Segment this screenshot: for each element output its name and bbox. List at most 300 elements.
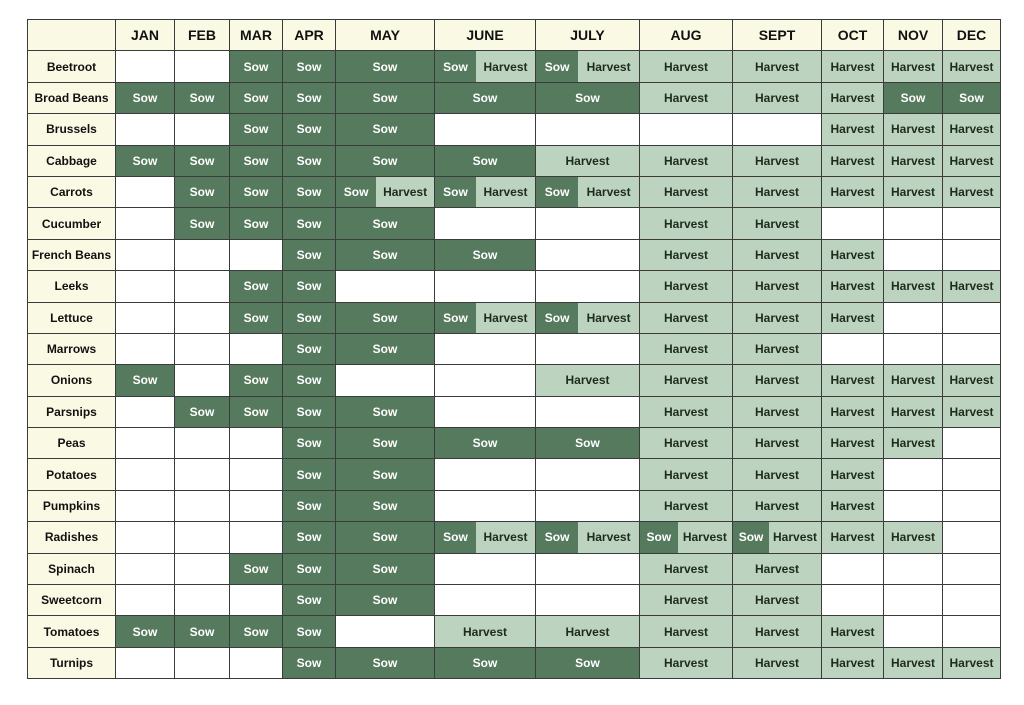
month-header-row — [28, 20, 1001, 51]
harvest-cell: Harvest — [733, 490, 822, 521]
sow-cell: Sow — [283, 585, 336, 616]
harvest-cell: Harvest — [822, 51, 884, 82]
table-row — [28, 522, 1001, 553]
empty-cell — [943, 522, 1001, 553]
table-row — [28, 82, 1001, 113]
sow-cell: Sow — [283, 616, 336, 647]
sow-cell: Sow — [336, 302, 435, 333]
sow-cell: Sow — [336, 553, 435, 584]
empty-cell — [116, 585, 175, 616]
empty-cell — [175, 553, 230, 584]
empty-cell — [884, 585, 943, 616]
harvest-cell: Harvest — [640, 302, 733, 333]
harvest-cell: Harvest — [733, 51, 822, 82]
harvest-cell: Harvest — [733, 208, 822, 239]
sow-cell: Sow — [435, 428, 536, 459]
harvest-cell: Harvest — [884, 522, 943, 553]
empty-cell — [116, 114, 175, 145]
sow-part: Sow — [733, 522, 769, 552]
table-row — [28, 490, 1001, 521]
empty-cell — [336, 271, 435, 302]
harvest-part: Harvest — [578, 177, 639, 207]
harvest-part: Harvest — [376, 177, 434, 207]
empty-cell — [336, 365, 435, 396]
empty-cell — [230, 585, 283, 616]
empty-cell — [230, 522, 283, 553]
month-header: MAR — [230, 20, 283, 51]
sow-cell: Sow — [336, 428, 435, 459]
vegetable-name: Onions — [28, 365, 116, 396]
sow-cell: Sow — [336, 239, 435, 270]
empty-cell — [884, 208, 943, 239]
harvest-cell: Harvest — [733, 459, 822, 490]
sow-cell: Sow — [283, 176, 336, 207]
harvest-cell: Harvest — [640, 428, 733, 459]
calendar-body — [28, 51, 1001, 679]
sow-cell: Sow — [230, 616, 283, 647]
harvest-cell: Harvest — [640, 647, 733, 678]
sow-part: Sow — [640, 522, 678, 552]
harvest-cell: Harvest — [733, 239, 822, 270]
sow-cell: Sow — [175, 396, 230, 427]
sow-cell: Sow — [283, 365, 336, 396]
month-header: SEPT — [733, 20, 822, 51]
harvest-cell: Harvest — [822, 428, 884, 459]
sow-part: Sow — [536, 303, 578, 333]
harvest-cell: Harvest — [536, 365, 640, 396]
sow-cell: Sow — [283, 208, 336, 239]
harvest-cell: Harvest — [943, 51, 1001, 82]
sow-cell: Sow — [283, 51, 336, 82]
vegetable-name: Sweetcorn — [28, 585, 116, 616]
sow-cell: Sow — [336, 208, 435, 239]
harvest-cell: Harvest — [733, 82, 822, 113]
sow-cell: Sow — [283, 459, 336, 490]
harvest-cell: Harvest — [822, 522, 884, 553]
empty-cell — [884, 333, 943, 364]
sow-cell: Sow — [116, 365, 175, 396]
empty-cell — [116, 396, 175, 427]
empty-cell — [230, 459, 283, 490]
harvest-cell: Harvest — [733, 585, 822, 616]
sow-cell: Sow — [336, 490, 435, 521]
planting-calendar — [27, 19, 1001, 679]
empty-cell — [733, 114, 822, 145]
table-row — [28, 51, 1001, 82]
empty-cell — [943, 302, 1001, 333]
sow-cell: Sow — [336, 145, 435, 176]
sow-cell: Sow — [536, 428, 640, 459]
harvest-cell: Harvest — [822, 396, 884, 427]
harvest-cell: Harvest — [822, 647, 884, 678]
harvest-cell: Harvest — [822, 459, 884, 490]
sow-cell: Sow — [230, 145, 283, 176]
harvest-cell: Harvest — [733, 428, 822, 459]
harvest-cell: Harvest — [640, 208, 733, 239]
vegetable-name: Turnips — [28, 647, 116, 678]
empty-cell — [116, 647, 175, 678]
sow-harvest-cell — [640, 522, 733, 553]
harvest-cell: Harvest — [822, 114, 884, 145]
harvest-cell: Harvest — [943, 647, 1001, 678]
harvest-part: Harvest — [578, 51, 639, 81]
sow-cell: Sow — [116, 145, 175, 176]
empty-cell — [822, 333, 884, 364]
sow-harvest-cell — [536, 522, 640, 553]
harvest-part: Harvest — [476, 522, 535, 552]
vegetable-name: Radishes — [28, 522, 116, 553]
sow-cell: Sow — [283, 82, 336, 113]
empty-cell — [435, 459, 536, 490]
harvest-cell: Harvest — [640, 82, 733, 113]
harvest-cell: Harvest — [733, 333, 822, 364]
empty-cell — [536, 333, 640, 364]
empty-cell — [435, 114, 536, 145]
split-wrapper — [733, 522, 821, 552]
sow-harvest-cell — [336, 176, 435, 207]
vegetable-name: Pumpkins — [28, 490, 116, 521]
sow-cell: Sow — [336, 647, 435, 678]
harvest-cell: Harvest — [822, 239, 884, 270]
sow-cell: Sow — [536, 82, 640, 113]
split-wrapper — [435, 51, 535, 81]
split-wrapper — [640, 522, 732, 552]
harvest-cell: Harvest — [640, 333, 733, 364]
sow-harvest-cell — [536, 51, 640, 82]
empty-cell — [536, 553, 640, 584]
sow-cell: Sow — [283, 239, 336, 270]
vegetable-name: Leeks — [28, 271, 116, 302]
harvest-cell: Harvest — [640, 553, 733, 584]
sow-cell: Sow — [230, 302, 283, 333]
table-row — [28, 459, 1001, 490]
table-row — [28, 365, 1001, 396]
sow-harvest-cell — [435, 51, 536, 82]
month-header: AUG — [640, 20, 733, 51]
empty-cell — [884, 239, 943, 270]
sow-cell: Sow — [230, 365, 283, 396]
sow-cell: Sow — [435, 239, 536, 270]
sow-cell: Sow — [230, 208, 283, 239]
empty-cell — [175, 114, 230, 145]
table-row — [28, 333, 1001, 364]
harvest-part: Harvest — [769, 522, 821, 552]
harvest-cell: Harvest — [822, 302, 884, 333]
empty-cell — [116, 51, 175, 82]
empty-cell — [943, 459, 1001, 490]
month-header: OCT — [822, 20, 884, 51]
sow-cell: Sow — [435, 82, 536, 113]
harvest-cell: Harvest — [640, 396, 733, 427]
empty-cell — [230, 647, 283, 678]
sow-cell: Sow — [336, 82, 435, 113]
empty-cell — [943, 428, 1001, 459]
sow-cell: Sow — [884, 82, 943, 113]
table-row — [28, 428, 1001, 459]
split-wrapper — [536, 177, 639, 207]
empty-cell — [536, 585, 640, 616]
vegetable-name: Parsnips — [28, 396, 116, 427]
sow-part: Sow — [435, 303, 476, 333]
harvest-cell: Harvest — [733, 616, 822, 647]
empty-cell — [116, 459, 175, 490]
sow-harvest-cell — [536, 302, 640, 333]
empty-cell — [175, 428, 230, 459]
harvest-cell: Harvest — [640, 176, 733, 207]
sow-part: Sow — [435, 177, 476, 207]
empty-cell — [943, 585, 1001, 616]
empty-cell — [435, 553, 536, 584]
empty-cell — [943, 616, 1001, 647]
empty-cell — [435, 333, 536, 364]
harvest-cell: Harvest — [943, 396, 1001, 427]
vegetable-name: Brussels — [28, 114, 116, 145]
empty-cell — [116, 490, 175, 521]
month-header: JUNE — [435, 20, 536, 51]
vegetable-name: Lettuce — [28, 302, 116, 333]
empty-cell — [116, 428, 175, 459]
empty-cell — [116, 239, 175, 270]
harvest-cell: Harvest — [435, 616, 536, 647]
month-header: JULY — [536, 20, 640, 51]
harvest-cell: Harvest — [536, 145, 640, 176]
empty-cell — [175, 51, 230, 82]
harvest-cell: Harvest — [536, 616, 640, 647]
sow-cell: Sow — [230, 51, 283, 82]
harvest-cell: Harvest — [733, 302, 822, 333]
sow-harvest-cell — [435, 176, 536, 207]
harvest-part: Harvest — [578, 522, 639, 552]
sow-part: Sow — [536, 51, 578, 81]
harvest-cell: Harvest — [943, 271, 1001, 302]
harvest-cell: Harvest — [640, 145, 733, 176]
empty-cell — [175, 302, 230, 333]
empty-cell — [943, 490, 1001, 521]
harvest-part: Harvest — [678, 522, 732, 552]
sow-cell: Sow — [336, 51, 435, 82]
sow-cell: Sow — [943, 82, 1001, 113]
harvest-cell: Harvest — [640, 459, 733, 490]
empty-cell — [884, 553, 943, 584]
harvest-cell: Harvest — [884, 365, 943, 396]
harvest-cell: Harvest — [822, 176, 884, 207]
harvest-cell: Harvest — [733, 365, 822, 396]
table-row — [28, 396, 1001, 427]
split-wrapper — [536, 522, 639, 552]
sow-harvest-cell — [435, 302, 536, 333]
empty-cell — [230, 428, 283, 459]
harvest-cell: Harvest — [884, 647, 943, 678]
vegetable-name: Peas — [28, 428, 116, 459]
empty-cell — [884, 616, 943, 647]
harvest-cell: Harvest — [640, 239, 733, 270]
harvest-cell: Harvest — [640, 271, 733, 302]
vegetable-name: Marrows — [28, 333, 116, 364]
empty-cell — [536, 114, 640, 145]
sow-cell: Sow — [336, 522, 435, 553]
empty-cell — [884, 302, 943, 333]
sow-cell: Sow — [230, 396, 283, 427]
sow-cell: Sow — [336, 333, 435, 364]
harvest-cell: Harvest — [733, 145, 822, 176]
sow-harvest-cell — [733, 522, 822, 553]
empty-cell — [175, 333, 230, 364]
sow-cell: Sow — [230, 271, 283, 302]
sow-cell: Sow — [230, 82, 283, 113]
empty-cell — [116, 333, 175, 364]
empty-cell — [943, 553, 1001, 584]
sow-cell: Sow — [283, 271, 336, 302]
harvest-cell: Harvest — [884, 396, 943, 427]
table-row — [28, 616, 1001, 647]
empty-cell — [230, 490, 283, 521]
empty-cell — [822, 208, 884, 239]
empty-cell — [536, 208, 640, 239]
empty-cell — [175, 459, 230, 490]
split-wrapper — [336, 177, 434, 207]
vegetable-name: Potatoes — [28, 459, 116, 490]
empty-cell — [175, 365, 230, 396]
harvest-cell: Harvest — [822, 82, 884, 113]
harvest-cell: Harvest — [733, 396, 822, 427]
harvest-cell: Harvest — [640, 365, 733, 396]
harvest-cell: Harvest — [640, 490, 733, 521]
vegetable-name: Carrots — [28, 176, 116, 207]
empty-cell — [536, 271, 640, 302]
sow-cell: Sow — [336, 396, 435, 427]
table-row — [28, 208, 1001, 239]
vegetable-name: Cabbage — [28, 145, 116, 176]
table-row — [28, 302, 1001, 333]
sow-part: Sow — [336, 177, 376, 207]
harvest-part: Harvest — [476, 177, 535, 207]
month-header: JAN — [116, 20, 175, 51]
table-row — [28, 271, 1001, 302]
table-row — [28, 145, 1001, 176]
harvest-cell: Harvest — [884, 271, 943, 302]
empty-cell — [536, 396, 640, 427]
empty-cell — [536, 490, 640, 521]
sow-cell: Sow — [230, 114, 283, 145]
sow-cell: Sow — [175, 208, 230, 239]
empty-cell — [175, 239, 230, 270]
empty-cell — [822, 553, 884, 584]
sow-cell: Sow — [116, 82, 175, 113]
sow-cell: Sow — [175, 82, 230, 113]
vegetable-name: Cucumber — [28, 208, 116, 239]
month-header: APR — [283, 20, 336, 51]
harvest-part: Harvest — [476, 303, 535, 333]
empty-cell — [435, 208, 536, 239]
empty-cell — [336, 616, 435, 647]
sow-cell: Sow — [336, 114, 435, 145]
empty-cell — [435, 585, 536, 616]
harvest-cell: Harvest — [943, 114, 1001, 145]
harvest-cell: Harvest — [884, 145, 943, 176]
month-header: NOV — [884, 20, 943, 51]
empty-cell — [435, 396, 536, 427]
sow-cell: Sow — [283, 333, 336, 364]
vegetable-name: French Beans — [28, 239, 116, 270]
empty-cell — [230, 239, 283, 270]
sow-cell: Sow — [435, 145, 536, 176]
sow-part: Sow — [435, 522, 476, 552]
empty-cell — [435, 271, 536, 302]
empty-cell — [884, 459, 943, 490]
vegetable-name: Tomatoes — [28, 616, 116, 647]
sow-part: Sow — [435, 51, 476, 81]
harvest-cell: Harvest — [822, 365, 884, 396]
sow-cell: Sow — [435, 647, 536, 678]
table-row — [28, 585, 1001, 616]
harvest-part: Harvest — [476, 51, 535, 81]
table-row — [28, 647, 1001, 678]
sow-cell: Sow — [230, 553, 283, 584]
empty-cell — [435, 365, 536, 396]
table-row — [28, 114, 1001, 145]
sow-cell: Sow — [283, 553, 336, 584]
table-row — [28, 176, 1001, 207]
empty-cell — [116, 553, 175, 584]
sow-cell: Sow — [283, 114, 336, 145]
empty-cell — [175, 271, 230, 302]
table-row — [28, 239, 1001, 270]
sow-cell: Sow — [116, 616, 175, 647]
vegetable-name: Beetroot — [28, 51, 116, 82]
split-wrapper — [435, 522, 535, 552]
empty-cell — [230, 333, 283, 364]
empty-cell — [884, 490, 943, 521]
empty-cell — [175, 522, 230, 553]
sow-harvest-cell — [536, 176, 640, 207]
sow-cell: Sow — [283, 145, 336, 176]
split-wrapper — [536, 303, 639, 333]
harvest-cell: Harvest — [733, 647, 822, 678]
table-row — [28, 553, 1001, 584]
sow-cell: Sow — [336, 585, 435, 616]
harvest-cell: Harvest — [733, 553, 822, 584]
empty-cell — [943, 239, 1001, 270]
harvest-cell: Harvest — [884, 51, 943, 82]
harvest-cell: Harvest — [822, 616, 884, 647]
vegetable-name: Spinach — [28, 553, 116, 584]
month-header: FEB — [175, 20, 230, 51]
sow-cell: Sow — [536, 647, 640, 678]
vegetable-name: Broad Beans — [28, 82, 116, 113]
empty-cell — [536, 239, 640, 270]
month-header: DEC — [943, 20, 1001, 51]
empty-cell — [116, 271, 175, 302]
empty-cell — [822, 585, 884, 616]
harvest-cell: Harvest — [884, 176, 943, 207]
empty-cell — [175, 585, 230, 616]
harvest-cell: Harvest — [943, 365, 1001, 396]
sow-cell: Sow — [230, 176, 283, 207]
sow-cell: Sow — [283, 647, 336, 678]
empty-cell — [640, 114, 733, 145]
sow-cell: Sow — [175, 176, 230, 207]
harvest-cell: Harvest — [943, 145, 1001, 176]
harvest-cell: Harvest — [640, 51, 733, 82]
empty-cell — [116, 302, 175, 333]
sow-cell: Sow — [175, 616, 230, 647]
sow-cell: Sow — [283, 522, 336, 553]
split-wrapper — [435, 177, 535, 207]
harvest-cell: Harvest — [822, 145, 884, 176]
empty-cell — [943, 208, 1001, 239]
sow-cell: Sow — [283, 490, 336, 521]
empty-cell — [943, 333, 1001, 364]
